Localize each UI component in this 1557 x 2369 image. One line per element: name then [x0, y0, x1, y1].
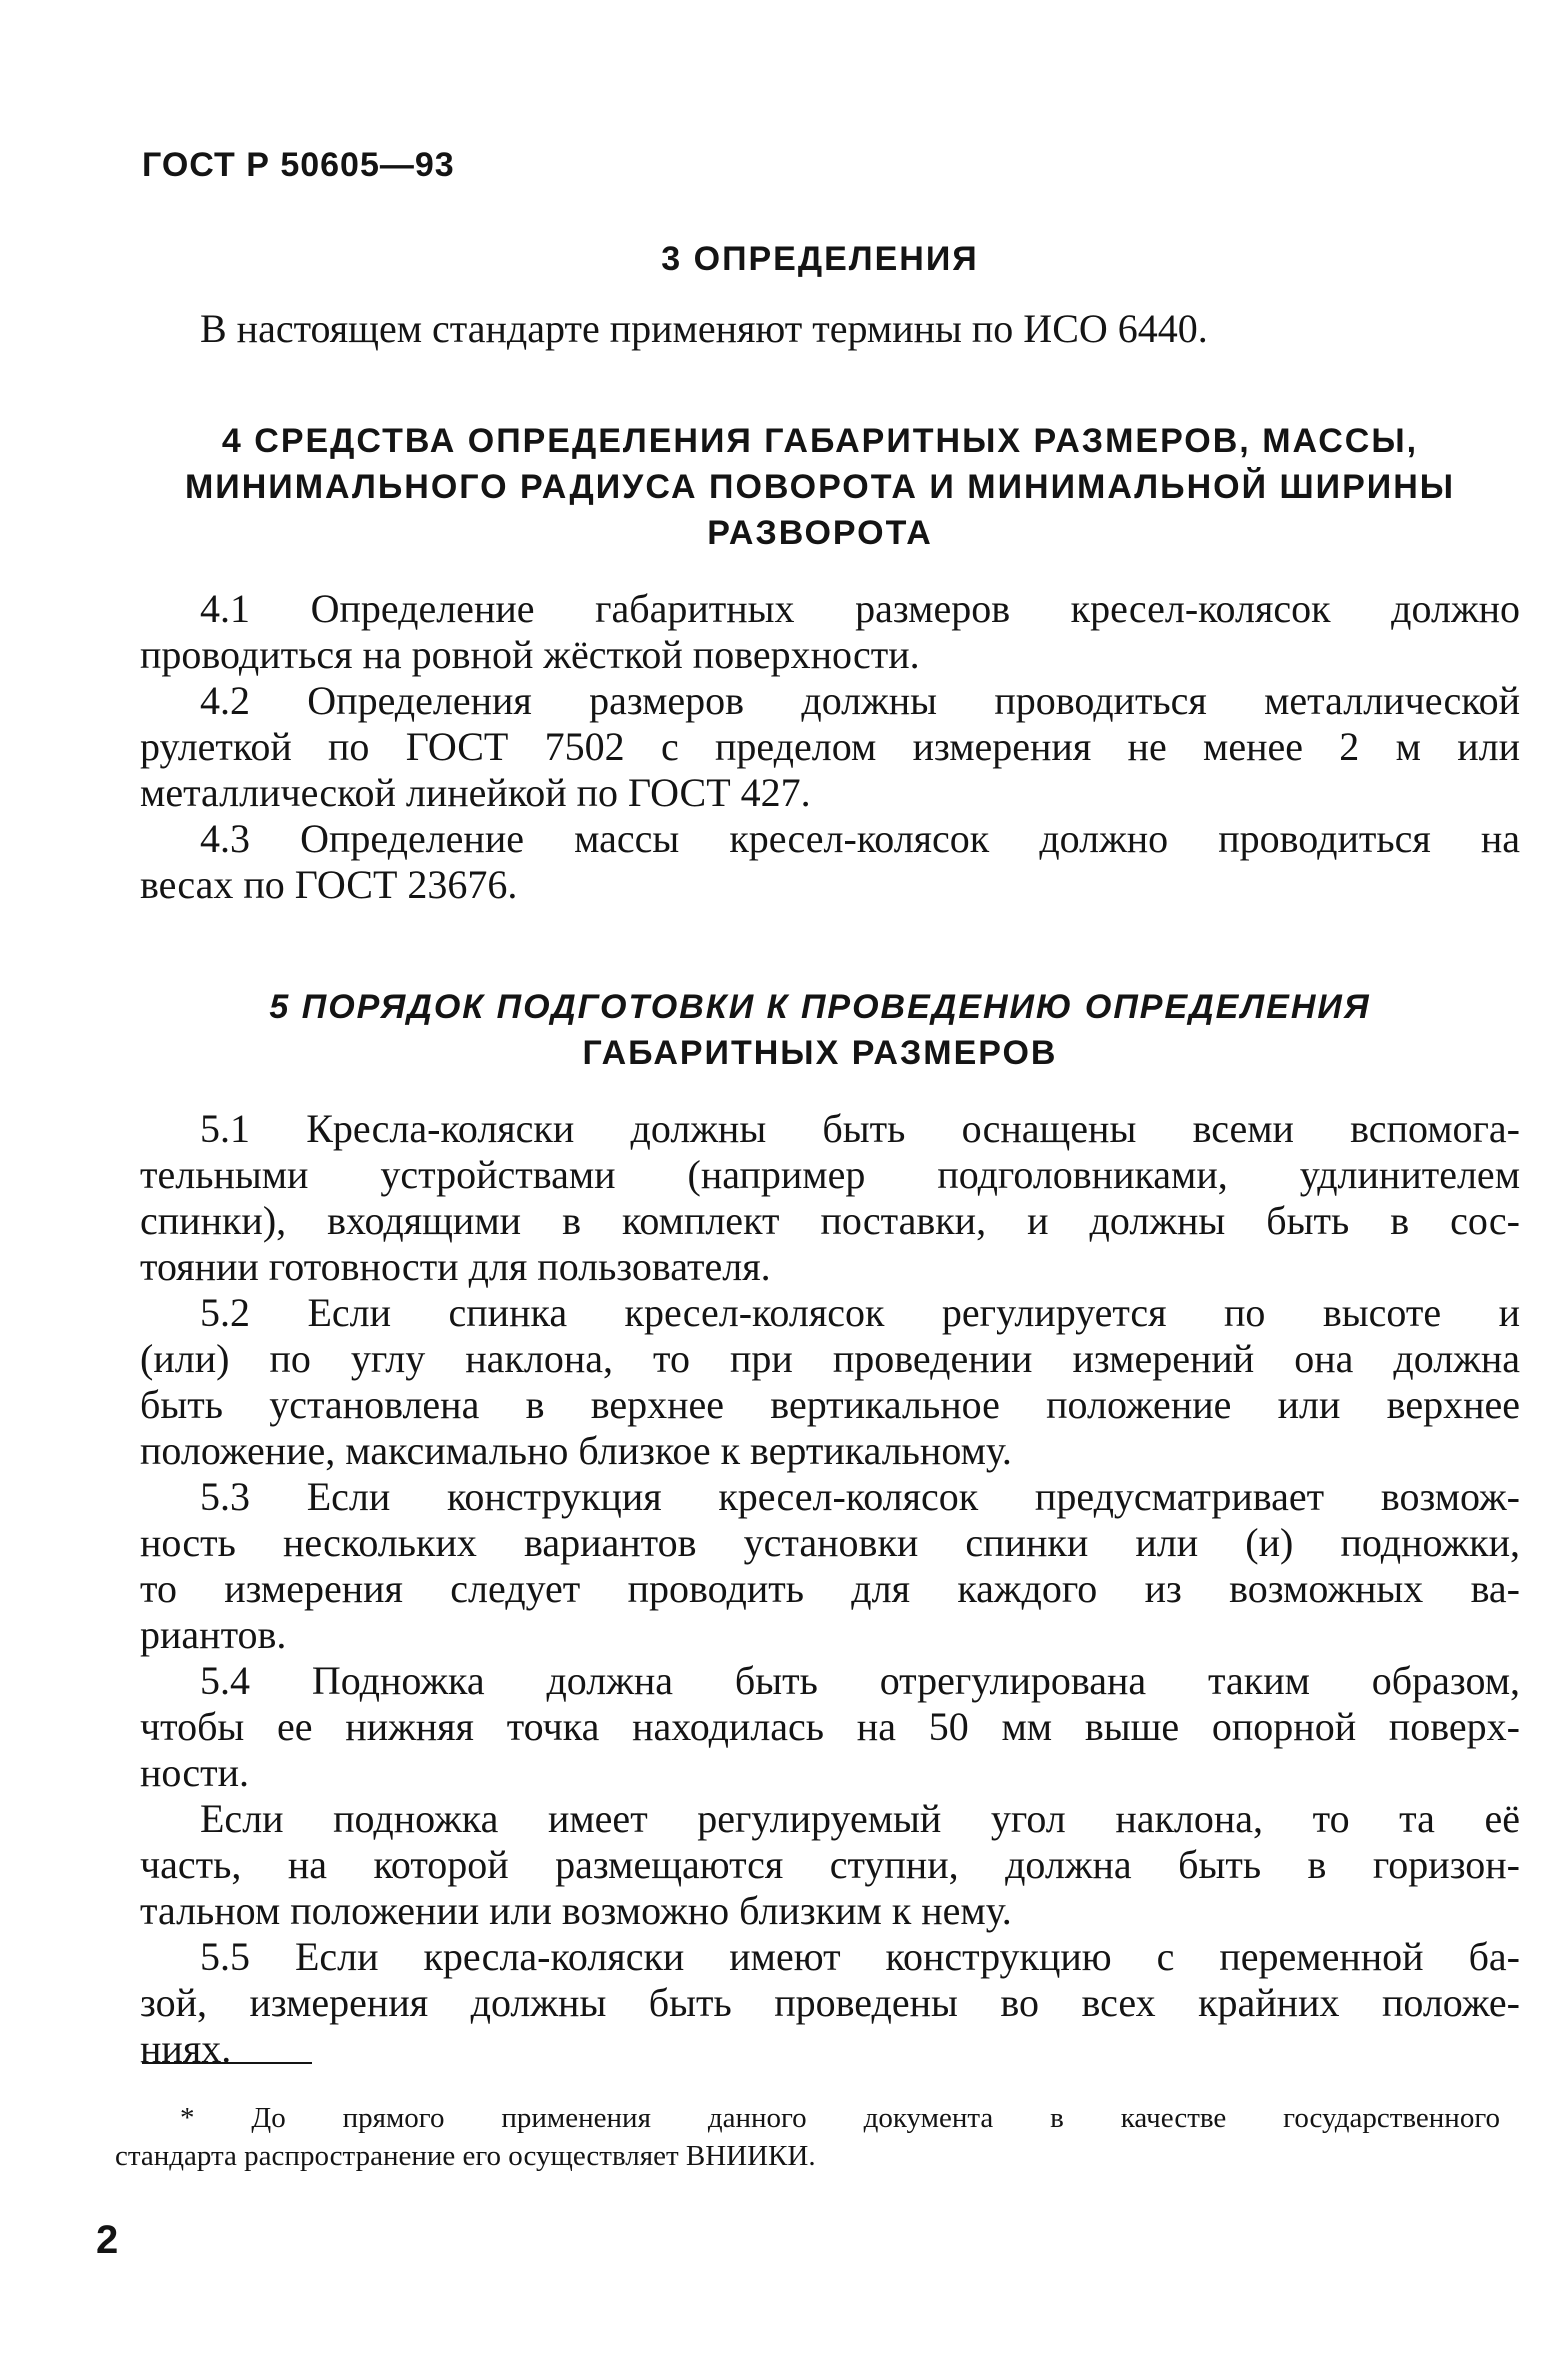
clause-5-1-line-2: тельными устройствами (например подголовниками, удлинителем	[140, 1152, 1520, 1197]
section-3-paragraph: В настоящем стандарте применяют термины по ИСО 6440.	[200, 306, 1208, 351]
clause-5-4-line-2: чтобы ее нижняя точка находилась на 50 мм выше опорной поверх-	[140, 1704, 1520, 1749]
clause-5-5-line-3: ниях.	[140, 2026, 232, 2071]
clause-5-1-line-1: 5.1 Кресла-коляски должны быть оснащены всеми вспомога-	[200, 1106, 1520, 1151]
clause-5-2-line-3: быть установлена в верхнее вертикальное положение или верхнее	[140, 1382, 1520, 1427]
section-3-title: 3 ОПРЕДЕЛЕНИЯ	[661, 240, 979, 278]
clause-4-3-line-2: весах по ГОСТ 23676.	[140, 862, 518, 907]
section-5-title-line-1: 5 ПОРЯДОК ПОДГОТОВКИ К ПРОВЕДЕНИЮ ОПРЕДЕЛЕНИЯ	[269, 988, 1371, 1026]
clause-4-2-line-2: рулеткой по ГОСТ 7502 с пределом измерения не менее 2 м или	[140, 724, 1520, 769]
section-4-title-line-3: РАЗВОРОТА	[707, 514, 933, 552]
clause-5-4-note-line-2: часть, на которой размещаются ступни, должна быть в горизон-	[140, 1842, 1520, 1887]
clause-4-2-line-3: металлической линейкой по ГОСТ 427.	[140, 770, 811, 815]
document-id: ГОСТ Р 50605—93	[142, 146, 455, 184]
clause-4-3-line-1: 4.3 Определение массы кресел-колясок должно проводиться на	[200, 816, 1520, 861]
clause-5-4-note-line-3: тальном положении или возможно близким к нему.	[140, 1888, 1012, 1933]
section-4-title-line-2: МИНИМАЛЬНОГО РАДИУСА ПОВОРОТА И МИНИМАЛЬНОЙ ШИРИНЫ	[184, 468, 1456, 506]
clause-5-3-line-3: то измерения следует проводить для каждого из возможных ва-	[140, 1566, 1520, 1611]
clause-5-1-line-3: спинки), входящими в комплект поставки, и должны быть в сос-	[140, 1198, 1520, 1243]
clause-5-4-line-3: ности.	[140, 1750, 250, 1795]
clause-5-2-line-2: (или) по углу наклона, то при проведении измерений она должна	[140, 1336, 1520, 1381]
clause-5-3-line-2: ность нескольких вариантов установки спинки или (и) подножки,	[140, 1520, 1520, 1565]
clause-5-1-line-4: тоянии готовности для пользователя.	[140, 1244, 771, 1289]
clause-5-2-line-4: положение, максимально близкое к вертикальному.	[140, 1428, 1012, 1473]
clause-4-1-line-2: проводиться на ровной жёсткой поверхности.	[140, 632, 920, 677]
clause-5-5-line-1: 5.5 Если кресла-коляски имеют конструкцию с переменной ба-	[200, 1934, 1520, 1979]
clause-5-5-line-2: зой, измерения должны быть проведены во всех крайних положе-	[140, 1980, 1520, 2025]
footnote-line-1: * До прямого применения данного документа в качестве государственного	[180, 2102, 1500, 2134]
section-4-title-line-1: 4 СРЕДСТВА ОПРЕДЕЛЕНИЯ ГАБАРИТНЫХ РАЗМЕРОВ, МАССЫ,	[221, 422, 1419, 460]
footnote-line-2: стандарта распространение его осуществляет ВНИИКИ.	[115, 2140, 816, 2172]
clause-5-2-line-1: 5.2 Если спинка кресел-колясок регулируется по высоте и	[200, 1290, 1520, 1335]
clause-4-2-line-1: 4.2 Определения размеров должны проводиться металлической	[200, 678, 1520, 723]
clause-5-4-line-1: 5.4 Подножка должна быть отрегулирована таким образом,	[200, 1658, 1520, 1703]
page-number: 2	[96, 2218, 119, 2262]
clause-4-1-line-1: 4.1 Определение габаритных размеров кресел-колясок должно	[200, 586, 1520, 631]
section-5-title-line-2: ГАБАРИТНЫХ РАЗМЕРОВ	[582, 1034, 1058, 1072]
clause-5-4-note-line-1: Если подножка имеет регулируемый угол наклона, то та её	[200, 1796, 1520, 1841]
footnote-separator	[142, 2062, 312, 2064]
clause-5-3-line-1: 5.3 Если конструкция кресел-колясок предусматривает возмож-	[200, 1474, 1520, 1519]
clause-5-3-line-4: риантов.	[140, 1612, 287, 1657]
